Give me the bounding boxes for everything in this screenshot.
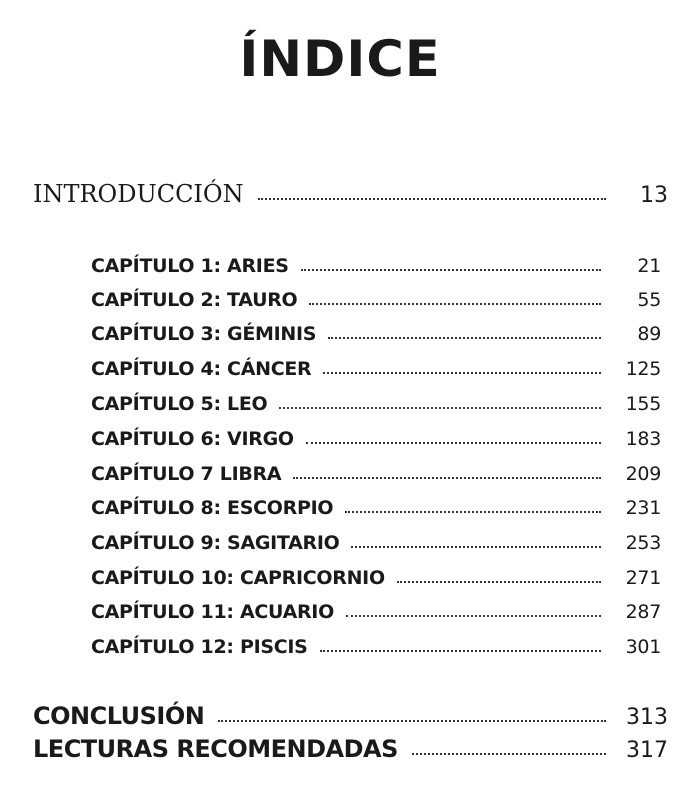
dot-leader <box>412 753 606 755</box>
toc-entry-chapter-6[interactable] <box>91 428 661 450</box>
dot-leader <box>218 720 606 722</box>
page-title: ÍNDICE <box>239 30 441 88</box>
toc-entry-label: CAPÍTULO 5: LEO <box>91 393 268 415</box>
toc-entry-page-number: 231 <box>625 497 661 519</box>
dot-leader <box>397 581 601 583</box>
toc-entry-label: CAPÍTULO 11: ACUARIO <box>91 601 334 623</box>
toc-entry-label: LECTURAS RECOMENDADAS <box>33 735 398 763</box>
toc-entry-chapter-3[interactable] <box>91 323 661 345</box>
toc-entry-label: CAPÍTULO 7 LIBRA <box>91 463 282 485</box>
dot-leader <box>323 372 601 374</box>
toc-entry-page-number: 183 <box>625 428 661 450</box>
toc-entry-label: CAPÍTULO 6: VIRGO <box>91 428 294 450</box>
toc-entry-label: CAPÍTULO 10: CAPRICORNIO <box>91 567 385 589</box>
toc-entry-page-number: 271 <box>625 567 661 589</box>
toc-entry-page-number: 253 <box>625 532 661 554</box>
toc-entry-introduction[interactable] <box>33 180 668 208</box>
dot-leader <box>293 477 601 479</box>
dot-leader <box>306 442 601 444</box>
toc-entry-label: CAPÍTULO 12: PISCIS <box>91 636 308 658</box>
toc-entry-page-number: 287 <box>625 601 661 623</box>
toc-entry-conclusion[interactable] <box>33 702 668 730</box>
dot-leader <box>351 546 601 548</box>
toc-entry-chapter-7[interactable] <box>91 463 661 485</box>
toc-entry-page-number: 55 <box>637 289 661 311</box>
toc-entry-label: CAPÍTULO 1: ARIES <box>91 255 289 277</box>
dot-leader <box>320 650 601 652</box>
toc-entry-recommended-reading[interactable] <box>33 735 668 763</box>
dot-leader <box>328 337 601 339</box>
toc-entry-page-number: 155 <box>625 393 661 415</box>
dot-leader <box>279 407 601 409</box>
toc-entry-page-number: 13 <box>640 183 668 208</box>
toc-entry-label: CAPÍTULO 2: TAURO <box>91 289 298 311</box>
toc-entry-page-number: 21 <box>637 255 661 277</box>
toc-entry-page-number: 125 <box>625 358 661 380</box>
toc-entry-page-number: 301 <box>625 636 661 658</box>
dot-leader <box>346 615 601 617</box>
toc-entry-page-number: 317 <box>626 738 668 763</box>
toc-entry-label: CONCLUSIÓN <box>33 702 205 730</box>
toc-entry-chapter-11[interactable] <box>91 601 661 623</box>
toc-entry-page-number: 209 <box>625 463 661 485</box>
toc-entry-chapter-10[interactable] <box>91 567 661 589</box>
toc-entry-label: INTRODUCCIÓN <box>33 180 244 208</box>
toc-entry-chapter-8[interactable] <box>91 497 661 519</box>
toc-entry-label: CAPÍTULO 3: GÉMINIS <box>91 323 317 345</box>
dot-leader <box>345 511 601 513</box>
toc-entry-page-number: 89 <box>637 323 661 345</box>
toc-entry-label: CAPÍTULO 4: CÁNCER <box>91 358 312 380</box>
toc-entry-page-number: 313 <box>626 705 668 730</box>
toc-entry-chapter-12[interactable] <box>91 636 661 658</box>
toc-entry-chapter-9[interactable] <box>91 532 661 554</box>
dot-leader <box>301 269 601 271</box>
toc-entry-chapter-1[interactable] <box>91 255 661 277</box>
dot-leader <box>309 303 601 305</box>
toc-entry-label: CAPÍTULO 9: SAGITARIO <box>91 532 340 554</box>
toc-entry-chapter-4[interactable] <box>91 358 661 380</box>
toc-entry-chapter-5[interactable] <box>91 393 661 415</box>
toc-entry-label: CAPÍTULO 8: ESCORPIO <box>91 497 334 519</box>
dot-leader <box>258 198 606 200</box>
toc-entry-chapter-2[interactable] <box>91 289 661 311</box>
